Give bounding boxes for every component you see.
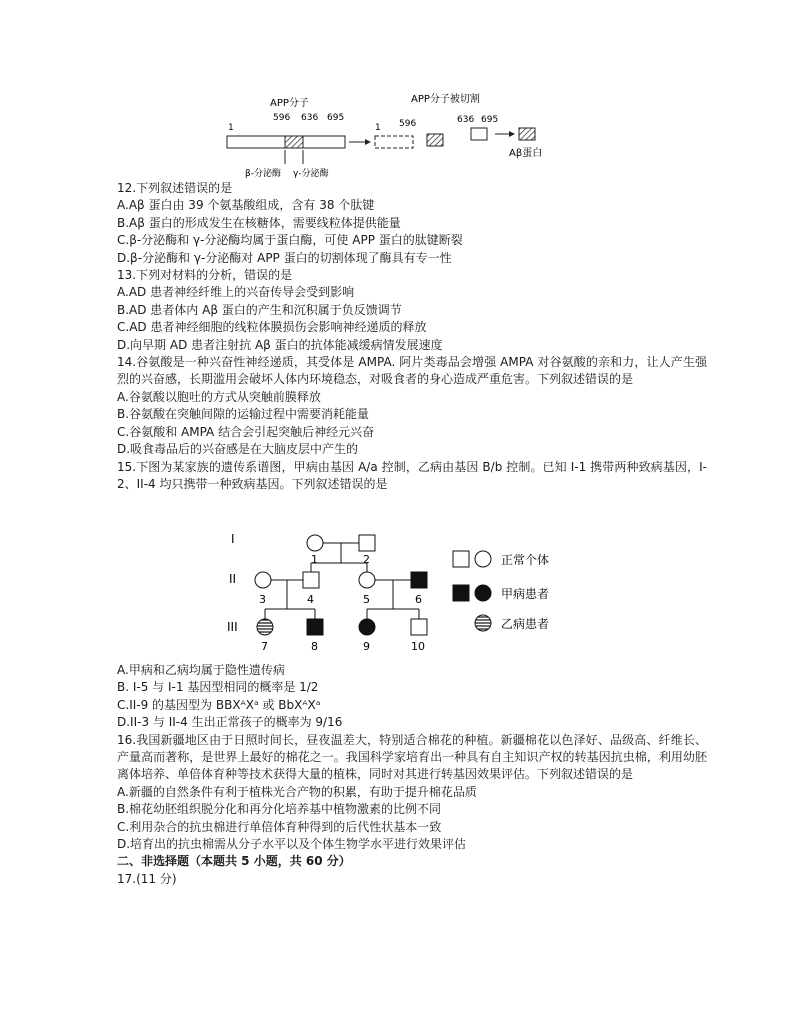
legend-jia-female	[475, 585, 491, 601]
pos-636b-label: 636	[457, 115, 475, 125]
q14-option-d: D.吸食毒品后的兴奋感是在大脑皮层中产生的	[117, 442, 359, 457]
label-n5: 5	[363, 593, 370, 606]
abeta-fragment	[427, 134, 443, 146]
q13-option-a: A.AD 患者神经纤维上的兴奋传导会受到影响	[117, 285, 355, 300]
abeta-product	[519, 128, 535, 140]
individual-i-1	[307, 535, 323, 551]
fragment-1	[375, 136, 413, 148]
individual-i-2	[359, 535, 375, 551]
legend-yi-female	[475, 615, 491, 631]
pos-1-label: 1	[228, 123, 234, 133]
arrow-2-head	[509, 131, 515, 137]
q12-option-d: D.β-分泌酶和 γ-分泌酶对 APP 蛋白的切割体现了酶具有专一性	[117, 250, 452, 265]
q16-stem: 16.我国新疆地区由于日照时间长，昼夜温差大，特别适合棉花的种植。新疆棉花以色泽好、品级高、纤维长、产量高而著称，是世界上最好的棉花之一。我国科学家培育出一种具有自主知识产权的转基因抗虫棉，利用幼胚离体培养、单倍体育种等技术获得大量的植株，同时对其进行转基因效果评估。下列叙述错误的是	[117, 732, 707, 782]
q16-option-c: C.利用杂合的抗虫棉进行单倍体育种得到的后代性状基本一致	[117, 819, 442, 834]
questions-12-15	[117, 180, 707, 493]
label-n1: 1	[311, 553, 318, 566]
individual-ii-3	[255, 572, 271, 588]
label-n4: 4	[307, 593, 314, 606]
generation-ii-label: II	[229, 572, 237, 586]
individual-iii-8	[307, 619, 323, 635]
legend-jia-label: 甲病患者	[501, 587, 550, 601]
label-n2: 2	[363, 553, 370, 566]
q12-stem: 12.下列叙述错误的是	[117, 181, 233, 195]
label-n6: 6	[415, 593, 422, 606]
q12-option-c: C.β-分泌酶和 γ-分泌酶均属于蛋白酶，可使 APP 蛋白的肽键断裂	[117, 233, 463, 248]
arrow-1-head	[365, 139, 371, 145]
app-molecule-label: APP分子	[270, 98, 309, 109]
label-n9: 9	[363, 640, 370, 653]
section-2-title: 二、非选择题（本题共 5 小题，共 60 分）	[117, 854, 351, 869]
abeta-segment	[285, 136, 303, 148]
individual-iii-9	[359, 619, 375, 635]
c-fragment	[471, 128, 487, 140]
q16-option-d: D.培育出的抗虫棉需从分子水平以及个体生物学水平进行效果评估	[117, 837, 467, 852]
individual-ii-4	[303, 572, 319, 588]
legend-normal-label: 正常个体	[501, 553, 550, 567]
q15-option-c: C.II-9 的基因型为 BBXᴬXᵃ 或 BbXᴬXᵃ	[117, 697, 321, 712]
app-cut-label: APP分子被切割	[411, 94, 480, 105]
individual-iii-10	[411, 619, 427, 635]
questions-15-17	[117, 662, 707, 888]
q13-option-b: B.AD 患者体内 Aβ 蛋白的产生和沉积属于负反馈调节	[117, 302, 402, 317]
q14-stem: 14.谷氨酸是一种兴奋性神经递质，其受体是 AMPA. 阿片类毒品会增强 AMPA 对谷氨酸的亲和力，让人产生强烈的兴奋感，长期滥用会破坏人体内环境稳态，对吸食者的身心造成严重危害。下列叙述错误的是	[117, 355, 707, 387]
q15-option-a: A.甲病和乙病均属于隐性遗传病	[117, 663, 285, 677]
q12-option-a: A.Aβ 蛋白由 39 个氨基酸组成，含有 38 个肽键	[117, 198, 375, 213]
beta-secretase-label: β-分泌酶	[245, 169, 281, 179]
individual-ii-6	[411, 572, 427, 588]
pos-596b-label: 596	[399, 119, 417, 129]
label-n10: 10	[411, 640, 425, 653]
legend-jia-male	[453, 585, 469, 601]
pos-695b-label: 695	[481, 115, 499, 125]
legend-normal-female	[475, 551, 491, 567]
generation-iii-label: III	[227, 620, 238, 634]
legend-normal-male	[453, 551, 469, 567]
legend-yi-label: 乙病患者	[501, 617, 550, 631]
q14-option-c: C.谷氨酸和 AMPA 结合会引起突触后神经元兴奋	[117, 424, 375, 439]
q13-option-d: D.向早期 AD 患者注射抗 Aβ 蛋白的抗体能减缓病情发展速度	[117, 337, 443, 352]
pos-1b-label: 1	[375, 123, 381, 133]
q12-option-b: B.Aβ 蛋白的形成发生在核糖体，需要线粒体提供能量	[117, 215, 401, 230]
q14-option-b: B.谷氨酸在突触间隙的运输过程中需要消耗能量	[117, 407, 370, 422]
label-n7: 7	[261, 640, 268, 653]
q17-heading: 17.(11 分)	[117, 871, 177, 886]
pos-695-label: 695	[327, 113, 345, 123]
generation-i-label: I	[231, 532, 235, 546]
q13-option-c: C.AD 患者神经细胞的线粒体膜损伤会影响神经递质的释放	[117, 320, 427, 335]
q16-option-a: A.新疆的自然条件有利于植株光合产物的积累，有助于提升棉花品质	[117, 784, 477, 799]
gamma-secretase-label: γ-分泌酶	[293, 169, 329, 179]
q15-option-b: B. I-5 与 I-1 基因型相同的概率是 1/2	[117, 680, 319, 695]
q14-option-a: A.谷氨酸以胞吐的方式从突触前膜释放	[117, 389, 321, 404]
individual-ii-5	[359, 572, 375, 588]
individual-iii-7	[257, 619, 273, 635]
q16-option-b: B.棉花幼胚组织脱分化和再分化培养基中植物激素的比例不同	[117, 802, 442, 817]
pedigree-chart	[215, 523, 585, 663]
q13-stem: 13.下列对材料的分析，错误的是	[117, 268, 293, 283]
q15-option-d: D.II-3 与 II-4 生出正常孩子的概率为 9/16	[117, 715, 343, 730]
label-n8: 8	[311, 640, 318, 653]
label-n3: 3	[259, 593, 266, 606]
app-cleavage-diagram	[215, 88, 575, 180]
pos-596-label: 596	[273, 113, 291, 123]
abeta-protein-label: Aβ蛋白	[509, 148, 543, 159]
q15-stem: 15.下图为某家族的遗传系谱图，甲病由基因 A/a 控制，乙病由基因 B/b 控制。已知 I-1 携带两种致病基因，I-2、II-4 均只携带一种致病基因。下列叙述错误的是	[117, 459, 707, 491]
pos-636-label: 636	[301, 113, 319, 123]
